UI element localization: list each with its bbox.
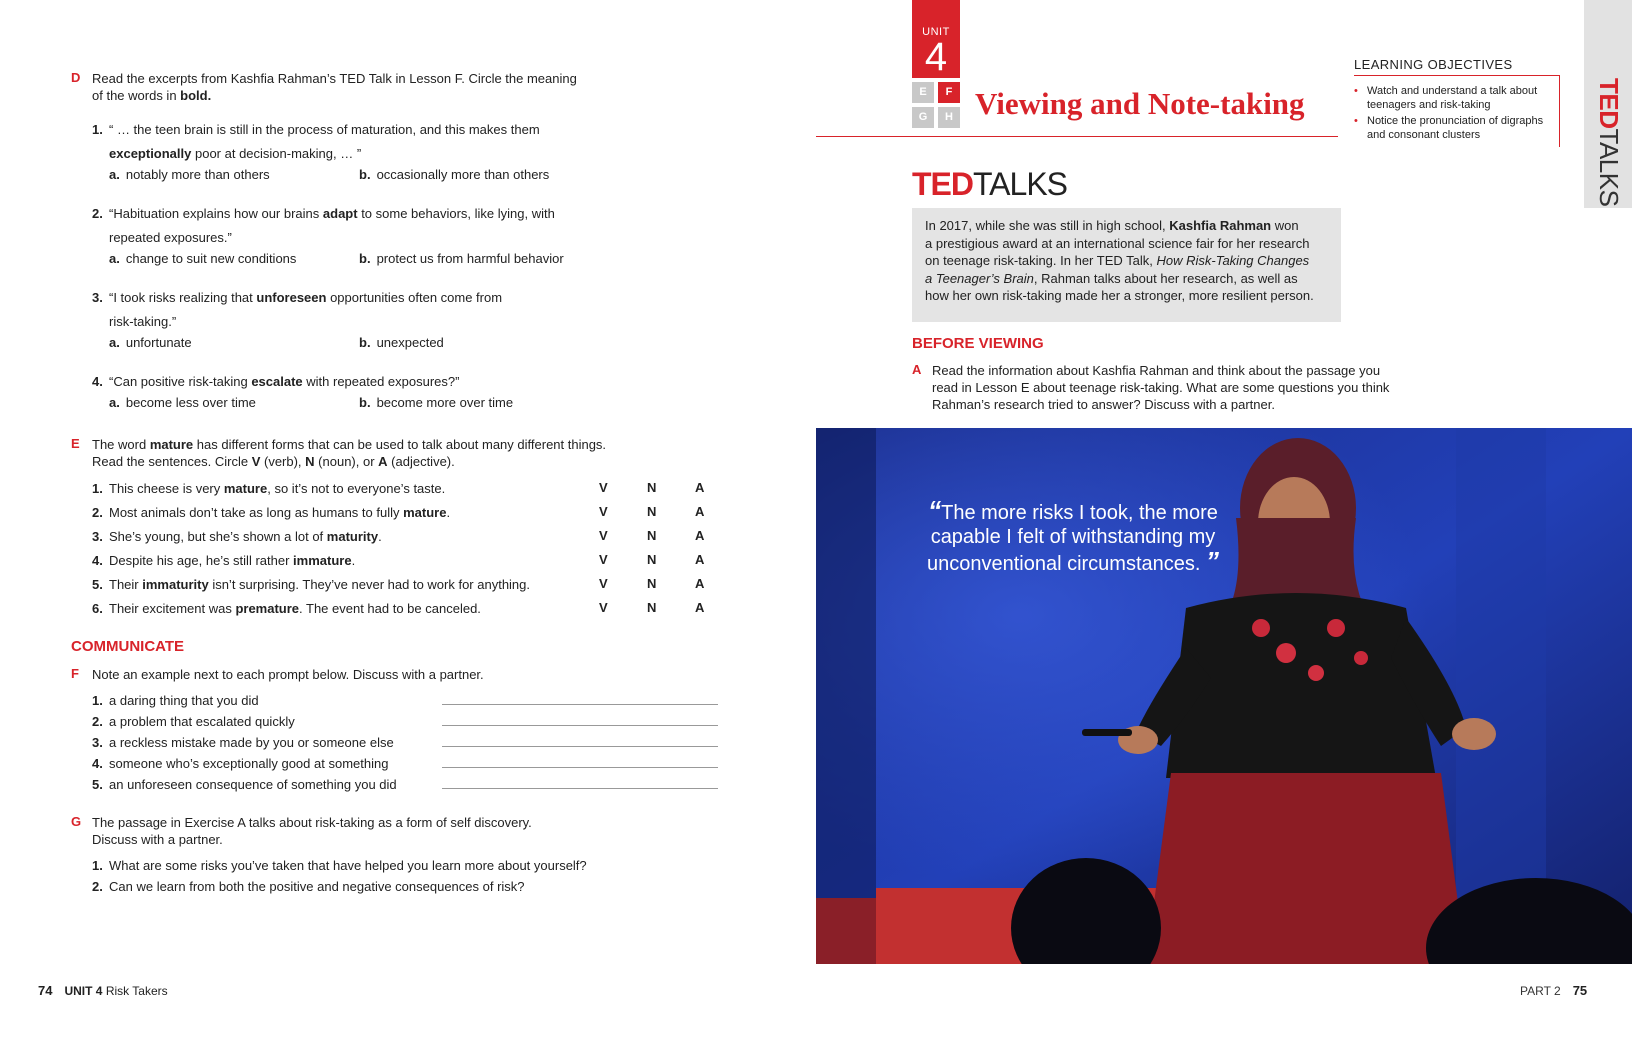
e-l2-v: V (251, 454, 261, 469)
answer-line[interactable] (442, 788, 718, 789)
a-choice[interactable]: A (695, 504, 705, 519)
e-item-post: . The event had to be canceled. (299, 601, 481, 616)
d-item-line2 (92, 226, 652, 250)
e-item-bold: mature (403, 505, 447, 520)
unit-badge (912, 0, 960, 78)
d-item-line1 (92, 370, 652, 394)
option-b-label: b. (359, 395, 371, 410)
objectives-title: LEARNING OBJECTIVES (1354, 57, 1513, 72)
d-line1-pre: “I took risks realizing that (109, 290, 257, 305)
d-line1-post: to some behaviors, like lying, with (357, 206, 555, 221)
exercise-d-intro-line2: of the words in (92, 88, 181, 103)
e-item-bold: premature (235, 601, 300, 616)
answer-line[interactable] (442, 725, 718, 726)
a-l2: read in Lesson E about teenage risk-taking. What are some questions you think (932, 380, 1390, 395)
e-item-pre: Their (109, 577, 143, 592)
n-choice[interactable]: N (647, 576, 657, 591)
lesson-h: H (938, 107, 960, 128)
option-a-label: a. (109, 167, 120, 182)
n-choice[interactable]: N (647, 552, 657, 567)
n-choice[interactable]: N (647, 600, 657, 615)
objectives-list (1354, 84, 1543, 142)
e-item-number: 6. (92, 601, 103, 616)
d-item-number: 4. (92, 374, 103, 389)
option-a-text: unfortunate (125, 335, 192, 350)
d-item-line2 (92, 310, 652, 334)
d-line1-post: with repeated exposures?” (302, 374, 460, 389)
intro-l4-post: , Rahman talks about her research, as well as (1033, 270, 1298, 286)
intro-l3-pre: on teenage risk-taking. In her TED Talk, (925, 253, 1157, 268)
e-item-post: isn’t surprising. They’ve never had to work for anything. (208, 577, 531, 592)
objective-1 (1354, 84, 1543, 112)
v-choice[interactable]: V (599, 504, 608, 519)
footer-part: PART 2 (1520, 984, 1561, 998)
e-item-1 (92, 480, 445, 497)
d-line1-pre: “Can positive risk-taking (109, 374, 252, 389)
objective-2 (1354, 114, 1543, 142)
unit-number: 4 (924, 35, 948, 79)
e-item-6 (92, 600, 481, 617)
e-item-pre: Most animals don’t take as long as humans to fully (109, 505, 404, 520)
d-option-a (109, 251, 296, 266)
tab-talks: TALKS (1594, 128, 1624, 207)
e-item-number: 5. (92, 577, 103, 592)
f-item-4 (92, 755, 388, 772)
d-item-number: 2. (92, 206, 103, 221)
ted-talks-tab-text (1594, 78, 1624, 207)
v-choice[interactable]: V (599, 480, 608, 495)
e-item-pre: Despite his age, he’s still rather (109, 553, 294, 568)
right-page-number: 75 (1572, 983, 1588, 998)
n-choice[interactable]: N (647, 504, 657, 519)
e-l1-post: has different forms that can be used to talk about many different things. (193, 437, 607, 452)
e-item-pre: Their excitement was (109, 601, 236, 616)
exercise-d-intro-bold: bold. (180, 88, 212, 103)
d-option-a (109, 395, 256, 410)
v-choice[interactable]: V (599, 552, 608, 567)
f-item-text: someone who’s exceptionally good at something (109, 756, 389, 771)
e-item-4 (92, 552, 355, 569)
a-choice[interactable]: A (695, 480, 705, 495)
option-b-text: occasionally more than others (376, 167, 550, 182)
d-item-4 (92, 370, 652, 394)
g-l2: Discuss with a partner. (92, 832, 223, 847)
d-item-3 (92, 286, 652, 334)
footer-unit-title: Risk Takers (105, 984, 168, 998)
ted-talks-tab (1584, 0, 1632, 208)
exercise-a-letter: A (912, 362, 922, 377)
quote-l2: capable I felt of withstanding my (930, 526, 1216, 548)
a-choice[interactable]: A (695, 528, 705, 543)
a-choice[interactable]: A (695, 576, 705, 591)
d-item-line2 (92, 142, 652, 166)
e-l1-bold: mature (149, 437, 194, 452)
before-viewing-heading: BEFORE VIEWING (912, 335, 1044, 352)
unit-label: UNIT (922, 26, 950, 38)
a-choice[interactable]: A (695, 600, 705, 615)
option-b-text: protect us from harmful behavior (376, 251, 564, 266)
intro-l5: how her own risk-taking made her a stronger, more resilient person. (925, 288, 1314, 303)
logo-ted: TED (912, 166, 973, 202)
d-option-b (359, 395, 513, 410)
d-option-b (359, 335, 444, 350)
pull-quote (908, 495, 1238, 576)
e-l2-aa: A (378, 454, 388, 469)
e-item-pre: This cheese is very (109, 481, 224, 496)
lesson-g: G (912, 107, 934, 128)
tab-rotated (1596, 78, 1622, 206)
f-item-number: 2. (92, 714, 103, 729)
option-b-text: become more over time (376, 395, 514, 410)
e-item-number: 2. (92, 505, 103, 520)
f-item-5 (92, 776, 397, 793)
option-b-text: unexpected (376, 335, 444, 350)
e-l2-n: N (305, 454, 315, 469)
footer-unit: UNIT 4 (64, 984, 103, 998)
exercise-d-intro-line1: Read the excerpts from Kashfia Rahman’s TED Talk in Lesson F. Circle the meaning (92, 71, 577, 86)
option-b-label: b. (359, 251, 371, 266)
e-item-number: 4. (92, 553, 103, 568)
v-choice[interactable]: V (599, 576, 608, 591)
f-item-number: 4. (92, 756, 103, 771)
section-heading: Viewing and Note-taking (975, 86, 1305, 121)
e-l1-pre: The word (92, 437, 150, 452)
g-item-1 (92, 857, 587, 874)
e-item-bold: maturity (326, 529, 379, 544)
e-item-bold: mature (223, 481, 268, 496)
intro-l3-italic: How Risk-Taking Changes (1156, 253, 1310, 268)
communicate-heading: COMMUNICATE (71, 638, 185, 655)
e-item-post: . (378, 529, 382, 544)
f-item-number: 5. (92, 777, 103, 792)
d-item-1 (92, 118, 652, 166)
d-item-number: 1. (92, 122, 103, 137)
g-item-number: 1. (92, 858, 103, 873)
d-item-line1 (92, 118, 652, 142)
logo-talks: TALKS (973, 166, 1067, 202)
d-option-b (359, 251, 564, 266)
d-line1-pre: “Habituation explains how our brains (109, 206, 323, 221)
d-line2-post: repeated exposures.” (109, 230, 232, 245)
f-item-text: a problem that escalated quickly (109, 714, 295, 729)
right-footer (1520, 983, 1587, 998)
e-item-post: . (351, 553, 356, 568)
option-a-text: notably more than others (125, 167, 270, 182)
exercise-e-instructions (92, 436, 692, 470)
option-a-text: become less over time (125, 395, 256, 410)
a-choice[interactable]: A (695, 552, 705, 567)
obj2-l2: and consonant clusters (1367, 129, 1481, 141)
option-b-label: b. (359, 167, 371, 182)
talk-intro-box (912, 208, 1341, 322)
e-item-number: 3. (92, 529, 103, 544)
intro-l1-pre: In 2017, while she was still in high school, (925, 218, 1170, 233)
quote-close: ” (1206, 546, 1220, 576)
e-item-number: 1. (92, 481, 103, 496)
d-line2-bold: exceptionally (109, 146, 192, 161)
d-option-a (109, 167, 270, 182)
e-l2-a: Read the sentences. Circle (92, 454, 252, 469)
e-item-5 (92, 576, 530, 593)
lesson-e: E (912, 82, 934, 103)
d-option-a (109, 335, 192, 350)
d-line1-post: opportunities often come from (326, 290, 503, 305)
d-item-number: 3. (92, 290, 103, 305)
d-line2-post: risk-taking.” (109, 314, 177, 329)
d-item-line1 (92, 286, 652, 310)
exercise-f-instructions: Note an example next to each prompt below. Discuss with a partner. (92, 667, 484, 682)
d-option-b (359, 167, 549, 182)
a-l3: Rahman’s research tried to answer? Discuss with a partner. (932, 397, 1275, 412)
n-choice[interactable]: N (647, 480, 657, 495)
d-line1-bold: unforeseen (256, 290, 327, 305)
intro-l1-post: won (1271, 218, 1299, 233)
n-choice[interactable]: N (647, 528, 657, 543)
f-item-2 (92, 713, 295, 730)
intro-l1-bold: Kashfia Rahman (1169, 218, 1272, 233)
d-item-line1 (92, 202, 652, 226)
f-item-number: 3. (92, 735, 103, 750)
tab-ted: TED (1594, 78, 1624, 129)
e-l2-c: (noun), or (314, 454, 379, 469)
answer-line[interactable] (442, 704, 718, 705)
quote-open: “ (928, 495, 942, 525)
exercise-a-text (932, 362, 1452, 413)
d-item-2 (92, 202, 652, 250)
exercise-g-letter: G (71, 814, 82, 829)
intro-l2: a prestigious award at an international science fair for her research (925, 235, 1310, 251)
v-choice[interactable]: V (599, 600, 608, 615)
option-a-label: a. (109, 251, 120, 266)
intro-l4-italic: a Teenager’s Brain (925, 270, 1034, 286)
d-line2-post: poor at decision-making, … ” (191, 146, 362, 161)
g-item-number: 2. (92, 879, 103, 894)
answer-line[interactable] (442, 746, 718, 747)
e-item-bold: immaturity (142, 577, 209, 592)
d-line1-bold: adapt (322, 206, 358, 221)
e-item-post: . (446, 505, 451, 520)
f-item-number: 1. (92, 693, 103, 708)
d-line1-bold: escalate (251, 374, 303, 389)
option-a-label: a. (109, 395, 120, 410)
bullet-2: • (1354, 115, 1358, 127)
obj1-l1: Watch and understand a talk about (1367, 85, 1538, 97)
obj2-l1: Notice the pronunciation of digraphs (1367, 115, 1544, 127)
option-b-label: b. (359, 335, 371, 350)
g-item-text: What are some risks you’ve taken that have helped you learn more about yourself? (109, 858, 587, 873)
g-item-2 (92, 878, 525, 895)
answer-line[interactable] (442, 767, 718, 768)
e-item-bold: immature (293, 553, 352, 568)
f-item-text: a reckless mistake made by you or someone else (109, 735, 394, 750)
obj1-l2: teenagers and risk-taking (1367, 99, 1491, 111)
bullet-1: • (1354, 85, 1358, 97)
e-item-2 (92, 504, 450, 521)
quote-l3: unconventional circumstances. (926, 553, 1201, 575)
exercise-d-instructions (92, 70, 652, 104)
quote-l1: The more risks I took, the more (941, 502, 1218, 524)
f-item-text: a daring thing that you did (109, 693, 259, 708)
f-item-3 (92, 734, 394, 751)
option-a-text: change to suit new conditions (125, 251, 297, 266)
left-page-number: 74 (38, 983, 53, 998)
exercise-g-instructions (92, 814, 692, 848)
v-choice[interactable]: V (599, 528, 608, 543)
option-a-label: a. (109, 335, 120, 350)
left-footer (38, 983, 168, 998)
f-item-text: an unforeseen consequence of something you did (109, 777, 397, 792)
e-l2-b: (verb), (260, 454, 306, 469)
e-item-pre: She’s young, but she’s shown a lot of (109, 529, 327, 544)
ted-talks-logo (912, 166, 1067, 202)
exercise-d-letter: D (71, 70, 81, 85)
d-line1-pre: “ … the teen brain is still in the process of maturation, and this makes them (109, 122, 540, 137)
e-l2-d: (adjective). (387, 454, 455, 469)
exercise-e-letter: E (71, 436, 80, 451)
lesson-f: F (938, 82, 960, 103)
a-l1: Read the information about Kashfia Rahman and think about the passage you (932, 363, 1381, 378)
e-item-post: , so it’s not to everyone’s taste. (267, 481, 446, 496)
f-item-1 (92, 692, 259, 709)
exercise-f-letter: F (71, 666, 79, 681)
g-l1: The passage in Exercise A talks about risk-taking as a form of self discovery. (92, 815, 532, 830)
heading-rule (816, 136, 1338, 137)
g-item-text: Can we learn from both the positive and negative consequences of risk? (109, 879, 525, 894)
e-item-3 (92, 528, 382, 545)
